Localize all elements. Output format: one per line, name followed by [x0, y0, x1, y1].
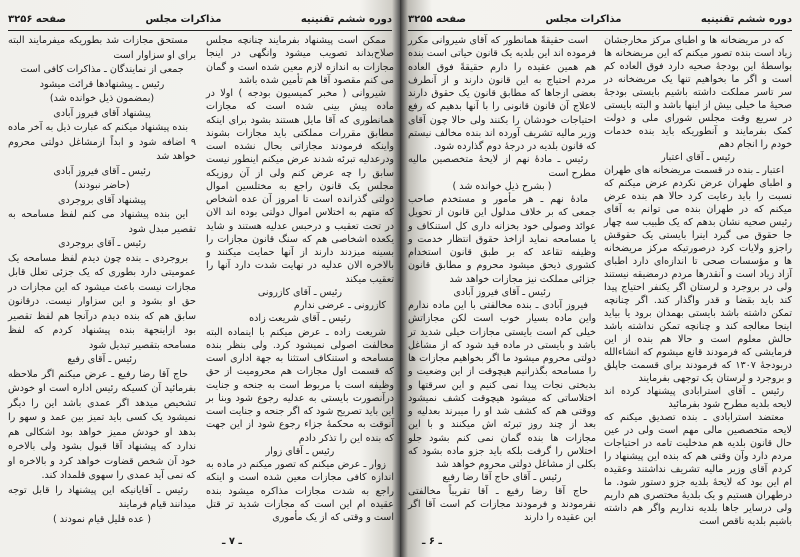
speaker-heading: رئیس ـ آقای کازرونی — [257, 286, 343, 298]
speaker-heading: رئیس ـ آقای فیروز آبادی — [453, 286, 551, 298]
speaker-heading: ( بشرح ذیل خوانده شد ) — [452, 180, 552, 192]
speaker-heading: رئیس ـ آقای رفیع — [67, 354, 137, 365]
paragraph: مادهٔ نهم ـ هر مأمور و مستخدم صاحب جمعی که بر خلاف مدلول این قانون از تحویل عوائد وصولی خود بخزانه داری کل استنکاف و یا مسامحه نماید ازاخذ حقوق انتظار خدمت و وظیفه تقاعد که بر طبق قانون استخدام کشوری ذیحق میشود محروم و مطابق قانون جزائی مملکت نیز مجازات خواهد شد — [408, 194, 596, 285]
page-label: صفحه ۳۲۵۶ — [8, 13, 67, 25]
paragraph: حاج آقا رضا رفیع ـ عرض میکنم اگر ملاحظه بفرمائید آن کسیکه رئیس اداره است او خودش تشخیص میدهد اگر عمدی باشد این را دیگر نمیشود یک کسی باید تمیز بین عمد و سهو را بدهد او خودش ممیز خواهد بود اشکالی هم ندارد که پیشنهاد آقا قبول بشود ولی بالاخره خود آن شخص قضاوت خواهد کرد و بالاخره او که نمی آید عمدی را سهوی قلمداد کند. — [8, 368, 196, 481]
text-column-left — [8, 34, 196, 528]
page-number: ـ ۶ ـ — [422, 536, 442, 547]
paragraph: اعتبار ـ بنده در قسمت مریضخانه های طهران و اطبای طهران عرض نکردم عرض میکنم که نسبت را باید رعایت کرد حالا هم بنده عرض میکنم که در طهران بنده می توانم به آقای رئیس صحیه نشان بدهم که یک طبیب سه چهار جا حقوق می گیرد اینرا بایستی یک حقوقش راجزو ولایات کرد درصورتیکه مرکز مریضخانه ها و مؤسسات صحی تا اندازه‌ای دارد اطبای آزاد زیاد است و آنقدرها مردم درمضیقه نیستند ولی در بروجرد و لرستان اگر یکنفر احتیاج پیدا کند باید بقضا و قدر واگذار کند. اگر چنانچه تمکن داشته باشد بایستی بهمدان برود یا بیاید اینجا معالجه کند و چنانچه تمکن نداشته باشد حالش معلوم است و حالا هم بنده از این فرمایشی که فرمودند قانع میشوم که انشاءالله دربودجهٔ ۱۳۰۷ که فرمودند برای قسمت جاپلق و بروجرد و لرستان یک توجهی بفرمایند — [604, 165, 792, 384]
paragraph: شریعت زاده ـ عرض میکنم با اینماده البته مخالفت اصولی نمیشود کرد. ولی بنظر بنده مسامحه و استنکاف استثنا به جهة اداری است که قسمت اول مجازات هم محرومیت از حق وظیفه است یا مربوط است به جنحه و جنایت درآنصورت بایستی به عدلیه رجوع شود وبنا بر این باید تصریح شود که اگر جنحه و جنایت است آنوقت به محکمهٔ جزاء رجوع شود از این جهت که بنده این را تذکر دادم — [206, 326, 394, 444]
session-label: دوره ششم تقنینیه — [700, 13, 792, 25]
paragraph: فیروز آبادی ـ بنده مخالفتی با این ماده ندارم واین ماده بسیار خوب است لکن مجازاتش خیلی کم است بایستی مجازات خیلی شدید تر باشد و بایستی در ماده قید شود که از مشاغل دولتی محروم میشود ما اگر بخواهیم مجازات ها را مسامحه بگذرانیم هیچوقت از این وضعیت و بدبختی نجات پیدا نمی کنیم و این سرقتها و اختلاساتی که میشود هیچوقت کشف نمیشود ووقتی هم که کشف شد او را میبرند بعدلیه و بعد از چند روز تبرئه اش میکنند و با این مجازات ها بنده گمان نمی کنم بشود جلو اختلاس را گرفت بلکه باید جزو ماده بشود که بکلی از مشاغل دولتی محروم خواهد شد — [408, 300, 596, 470]
session-label: دوره ششم تقنینیه — [300, 13, 392, 25]
paragraph: رئیس ـ مادهٔ نهم از لایحهٔ متخصصین مالیه مطرح است — [408, 154, 596, 179]
paragraph: رئیس ـ آقای استرابادی پیشنهاد کرده اند لایحه بلدیه مطرح شود بفرمائید — [604, 386, 792, 410]
paragraph: که در مریضخانه ها و اطبای مرکز مخارجشان زیاد است بنده تصور میکنم که این مریضخانه ها بواسطهٔ این بودجهٔ صحیه دارد فوق العاده کم است و اگر ما بخواهیم تنها یک مریضخانه در سر تاسر مملکت داشته باشیم بایستی بودجهٔ صحیهٔ ما خیلی بیش از اینها باشد و البته بایستی در سریع وقت مجلس شورای ملی و دولت کمک بفرمایند و آنطوریکه باید بنده خدمات خودم را انجام دهم — [604, 35, 792, 150]
paragraph: معتضد استرابادی ـ بنده تصدیق میکنم که لایحه متخصصین مالی مهم است ولی در عین حال قانون بلدیه هم مدخلیت تامه در احتیاجات مردم دارد وآن وقتی هم که بنده این پیشنهاد را کردم آقای وزیر مالیه تشریف نداشتند وعقیده ام این بود که لایحهٔ بلدیه جزو دستور شود. ما درطهران هستیم و یک بلدیهٔ مختصری هم داریم ولی درسایر جاها بلدیه نداریم واگر هم داشته باشیم بلدیه ناقص است — [604, 412, 792, 527]
speaker-heading: رئیس ـ آقای زوار — [265, 445, 335, 457]
page-number: ـ ۷ ـ — [222, 536, 242, 547]
header-title: مذاکرات مجلس — [545, 13, 622, 25]
paragraph: زوار ـ عرض میکنم که تصور میکنم در ماده به اندازه کافی مجازات معین شده است و اینکه راجع به شدت مجازات مذاکره میشود بنده عقیده ام این است که مجازات شدید تر قتل است و وقتی که از یک مأموری — [206, 459, 394, 523]
paragraph: مستحق مجازات شد بطوریکه میفرمایند البته برای او سزاوار است — [8, 35, 196, 61]
speaker-heading: (بمضمون ذیل خوانده شد) — [49, 93, 155, 104]
speaker-heading: (حاضر نبودند) — [74, 180, 130, 191]
header-title: مذاکرات مجلس — [145, 13, 222, 25]
paragraph: است حقیقةً همانطور که آقای شیروانی مکرر فرموده اند این بلدیه یک قانون حیاتی است بنده هم همین عقیده را دارم حقیقةً فوق العاده مردم احتیاج به این قانون دارند و از آنطرف بعضی ازجاها که مطابق قانون یک حقوق دارند لاعلاج آن قانون قانونی را با آنها بدهیم که رفع احتیاجات خودشان را بکنند ولی حالا چون آقای وزیر مالیه تشریف آورده اند بنده مخالف نیستم که قانون بلدیه در درجهٔ دوم گذارده شود. — [408, 35, 596, 152]
speaker-heading: رئیس ـ آقای فیروز آبادی — [53, 165, 151, 177]
page-header — [8, 8, 392, 31]
speaker-heading: رئیس ـ آقای بروجردی — [58, 238, 146, 249]
paragraph: شیروانی ( مخبر کمیسیون بودجه ) اولا در ماده پیش بینی شده است که مجازات همانطوری که آقا مایل هستند بشود برای اینکه مطابق مقررات مملکتی باید مجازات بشوند واینکه فرمودند مجازاتی بحال نشده است ودرعدلیه تبرئه شدند عرض میکنم اینطور نیست سابق را چه عرض کنم ولی از آن روزیکه مجلس یک قانون راجع به مختلسین اموال دولتی گذرانده است تا امروز آن عده اشخاص که متهم به اختلاس اموال دولتی بوده اند الان در تحت تعقیب و درحبس عدلیه هستند و شاید یکعده اشخاصی هم که سنگ قانون مجازات را بسینه میزدند دارند از آنها حمایت میکنند و بالاخره الان عدلیه در نهایت شدت دارد آنها را تعقیب میکند — [206, 88, 394, 285]
paragraph: بروجردی ـ بنده چون دیدم لفظ مسامحه یک عمومیتی دارد بطوری که یک جزئی تعلل قابل مجازات نیست باعث میشود که این مجازات در حق او بشود و این سزاوار نیست. درقانون سابق هم که بنده دیدم درآنجا هم لفظ تقصیر بود ازاینجهة بنده پیشنهاد کردم که لفظ مسامحه بتقصیر تبدیل شود — [8, 252, 196, 351]
speaker-heading: پیشنهاد آقای بروجردی — [57, 194, 147, 206]
speaker-heading: رئیس ـ آقای شریعت زاده — [249, 313, 351, 325]
text-column-right — [206, 34, 394, 528]
paragraph: این بنده پیشنهاد می کنم لفظ مسامحه به تقصیر مبدل شود — [8, 209, 196, 235]
speaker-heading: رئیس ـ پیشنهادها قرائت میشود — [39, 78, 165, 90]
paragraph: حاج آقا رضا رفیع ـ آقا تقریباً مخالفتی نفرمودند و فرمودند مجازات کم است آقا اگر این عقیده را دارند — [408, 485, 596, 523]
speaker-heading: جمعی از نمایندگان ـ مذاکرات کافی است — [20, 64, 184, 75]
paragraph: کازرونی ـ عرضی ندارم — [293, 300, 386, 311]
page-label: صفحه ۳۲۵۵ — [408, 13, 467, 25]
right-page — [400, 0, 800, 557]
text-column-right — [604, 34, 792, 528]
page-header — [408, 8, 792, 31]
speaker-heading: رئیس ـ آقای اعتبار — [661, 152, 735, 163]
paragraph: ممکن است پیشنهاد بفرمایند چنانچه مجلس صلاح‌بداند تصویب میشود وانگهی در اینجا مجازات به اندازه لازم معین شده است و گمان می کنم مقصود آقا هم تأمین شده باشد — [206, 35, 394, 86]
paragraph: رئیس ـ آقایانیکه این پیشنهاد را قابل توجه میدانند قیام فرمایند — [8, 484, 196, 510]
speaker-heading: رئیس ـ آقای حاج آقا رضا رفیع — [442, 472, 562, 484]
paragraph: بنده پیشنهاد میکنم که عبارت ذیل به آخر ماده ۹ اضافه شود و ابداً ازمشاغل دولتی محروم خواهد شد — [8, 122, 196, 162]
text-column-left — [408, 34, 596, 528]
speaker-heading: پیشنهاد آقای فیروز آبادی — [53, 107, 151, 119]
speaker-heading: ( عده قلیل قیام نمودند ) — [53, 513, 151, 525]
